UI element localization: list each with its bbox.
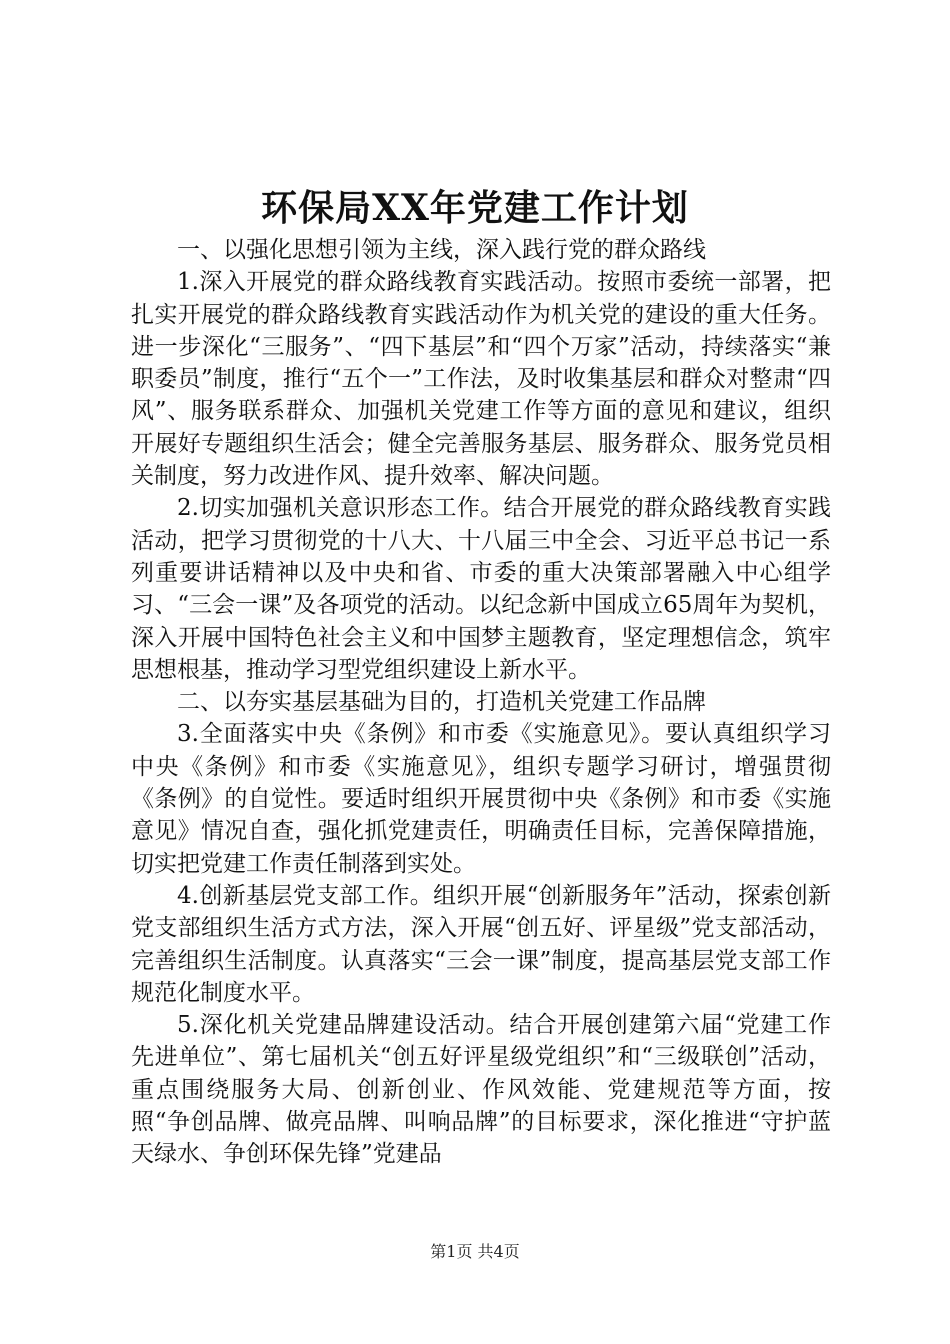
section-heading-2: 二、以夯实基层基础为目的，打造机关党建工作品牌	[177, 689, 706, 716]
paragraph-item-3: 3.全面落实中央《条例》和市委《实施意见》。要认真组织学习中央《条例》和市委《实施意见》，组织专题学习研讨，增强贯彻《条例》的自觉性。要适时组织开展贯彻中央《条例》和市委《实施意见》情况自查，强化抓党建责任，明确责任目标，完善保障措施，切实把党建工作责任制落到实处。	[131, 721, 831, 877]
paragraph-item-5: 5.深化机关党建品牌建设活动。结合开展创建第六届“党建工作先进单位”、第七届机关“创五好评星级党组织”和“三级联创”活动，重点围绕服务大局、创新创业、作风效能、党建规范等方面，按照“争创品牌、做亮品牌、叫响品牌”的目标要求，深化推进“守护蓝天绿水、争创环保先锋”党建品	[131, 1012, 831, 1168]
page-number-footer: 第1页 共4页	[430, 1242, 520, 1261]
paragraph-item-1: 1.深入开展党的群众路线教育实践活动。按照市委统一部署，把扎实开展党的群众路线教育实践活动作为机关党的建设的重大任务。进一步深化“三服务”、“四下基层”和“四个万家”活动，持续落实“兼职委员”制度，推行“五个一”工作法，及时收集基层和群众对整肃“四风”、服务联系群众、加强机关党建工作等方面的意见和建议，组织开展好专题组织生活会；健全完善服务基层、服务群众、服务党员相关制度，努力改进作风、提升效率、解决问题。	[131, 269, 831, 490]
document-body	[131, 234, 831, 1171]
document-title: 环保局XX年党建工作计划	[261, 187, 689, 229]
paragraph-item-2: 2.切实加强机关意识形态工作。结合开展党的群众路线教育实践活动，把学习贯彻党的十八大、十八届三中全会、习近平总书记一系列重要讲话精神以及中央和省、市委的重大决策部署融入中心组学习、“三会一课”及各项党的活动。以纪念新中国成立65周年为契机，深入开展中国特色社会主义和中国梦主题教育，坚定理想信念，筑牢思想根基，推动学习型党组织建设上新水平。	[131, 495, 831, 683]
section-heading-1: 一、以强化思想引领为主线，深入践行党的群众路线	[177, 237, 706, 263]
paragraph-item-4: 4.创新基层党支部工作。组织开展“创新服务年”活动，探索创新党支部组织生活方式方法，深入开展“创五好、评星级”党支部活动，完善组织生活制度。认真落实“三会一课”制度，提高基层党支部工作规范化制度水平。	[131, 882, 831, 1006]
